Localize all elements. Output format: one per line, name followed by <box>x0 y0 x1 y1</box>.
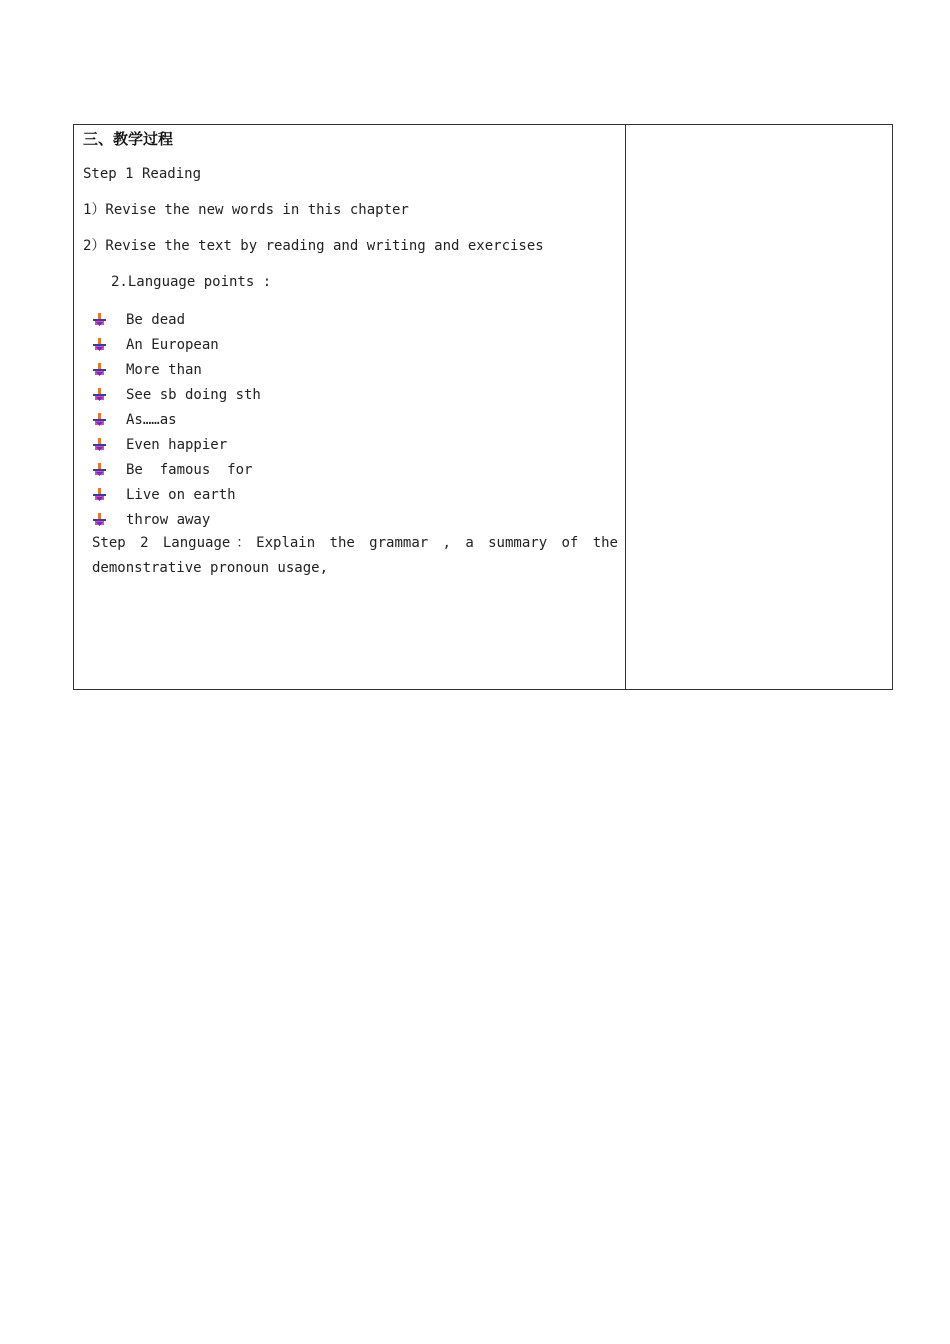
lesson-table <box>73 124 893 690</box>
step1-heading: Step 1 Reading <box>83 166 202 182</box>
language-points-list <box>92 307 261 532</box>
language-point-text: Even happier <box>126 436 228 453</box>
content-cell <box>74 125 626 689</box>
language-point-text: Live on earth <box>126 486 236 503</box>
arrow-bullet-icon <box>92 437 108 453</box>
arrow-bullet-icon <box>92 362 108 378</box>
list-item <box>92 357 261 382</box>
arrow-bullet-icon <box>92 487 108 503</box>
revise-text-line: 2）Revise the text by reading and writing and exercises <box>83 238 544 254</box>
arrow-bullet-icon <box>92 387 108 403</box>
list-item <box>92 332 261 357</box>
step2-line-2: demonstrative pronoun usage, <box>92 560 329 576</box>
notes-cell <box>626 125 892 689</box>
language-point-text: As……as <box>126 411 177 428</box>
arrow-bullet-icon <box>92 412 108 428</box>
language-point-text: An European <box>126 336 219 353</box>
list-item <box>92 507 261 532</box>
language-point-text: Be famous for <box>126 461 253 478</box>
list-item <box>92 432 261 457</box>
arrow-bullet-icon <box>92 312 108 328</box>
step2-line-1: Step 2 Language：Explain the grammar , a summary of the <box>92 535 618 551</box>
language-point-text: See sb doing sth <box>126 386 261 403</box>
language-points-heading: 2.Language points : <box>111 274 272 290</box>
revise-words-line: 1）Revise the new words in this chapter <box>83 202 409 218</box>
list-item <box>92 307 261 332</box>
list-item <box>92 407 261 432</box>
language-point-text: throw away <box>126 511 211 528</box>
arrow-bullet-icon <box>92 462 108 478</box>
list-item <box>92 482 261 507</box>
list-item <box>92 382 261 407</box>
step2-paragraph <box>92 531 618 581</box>
language-point-text: Be dead <box>126 311 186 328</box>
list-item <box>92 457 261 482</box>
arrow-bullet-icon <box>92 337 108 353</box>
section-title: 三、教学过程 <box>83 130 174 148</box>
language-point-text: More than <box>126 361 202 378</box>
arrow-bullet-icon <box>92 512 108 528</box>
